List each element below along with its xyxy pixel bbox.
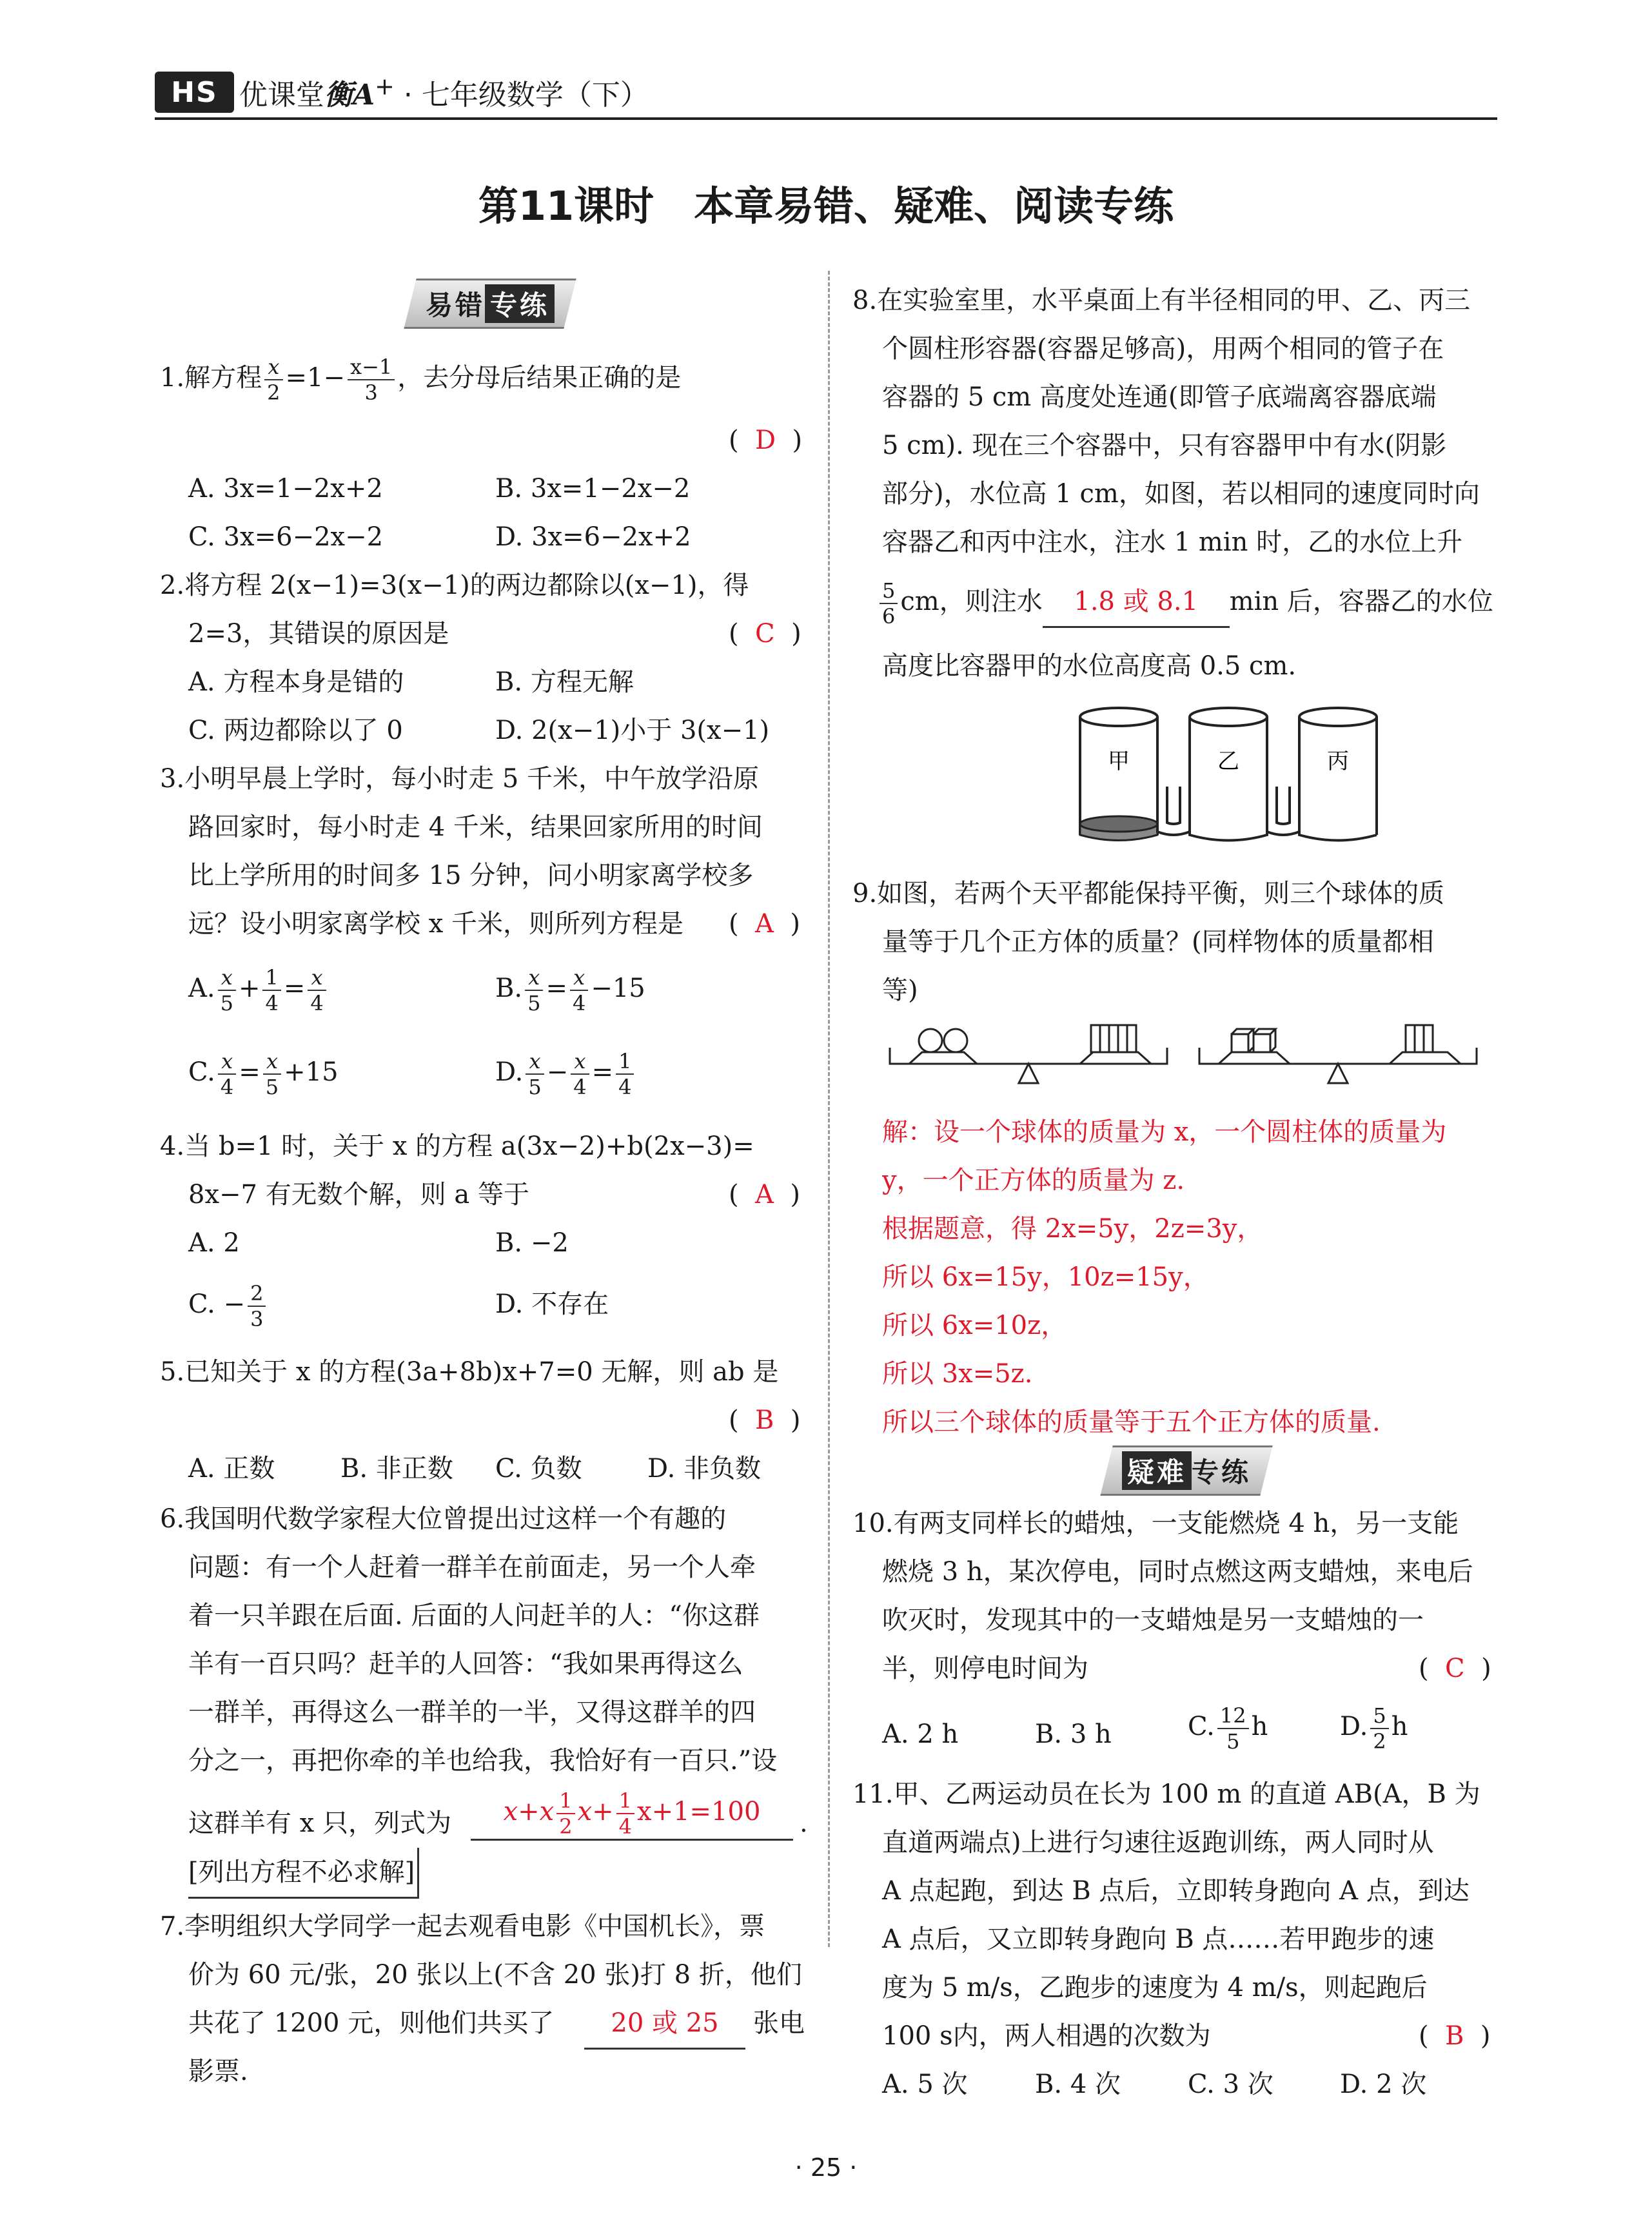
- q2-option-a: A. 方程本身是错的: [188, 667, 404, 697]
- q3-d-f2d: 4: [573, 1075, 587, 1099]
- q5-answer-paren: ( B ): [729, 1405, 801, 1435]
- brand-script: 衡: [324, 79, 353, 112]
- pipe-2: [1267, 787, 1299, 835]
- brand-grade: A: [353, 79, 375, 112]
- q3-b-f2n: x: [570, 965, 588, 991]
- q3-a-f2n: 1: [262, 965, 280, 991]
- q3-a-eq: =: [283, 974, 306, 1003]
- q9-solution-4: 所以 6x=15y，10z=15y，: [882, 1262, 1209, 1292]
- q8-frac-den: 6: [882, 604, 896, 629]
- q3-answer-paren: ( A ): [729, 909, 800, 939]
- q5-answer: B: [755, 1405, 774, 1435]
- q8-line5: 部分)，水位高 1 cm，如图，若以相同的速度同时向: [882, 479, 1480, 509]
- label-jia: 甲: [1108, 749, 1130, 774]
- q4-c-label: C. −: [188, 1289, 246, 1319]
- q3-c-f1n: x: [218, 1049, 236, 1075]
- q9-line3: 等): [882, 975, 918, 1005]
- q11-line6: 100 s内，两人相遇的次数为: [882, 2021, 1211, 2051]
- q6-line5: 一群羊，再得这么一群羊的一半，又得这群羊的四: [188, 1698, 756, 1727]
- cube-icon: [1254, 1029, 1275, 1052]
- q6-answer-blank: [471, 1787, 793, 1841]
- q11-line3: A 点起跑，到达 B 点后，立即转身跑向 A 点，到达: [882, 1876, 1470, 1906]
- q5-line1: 5.已知关于 x 的方程(3a+8b)x+7=0 无解，则 ab 是: [160, 1357, 779, 1387]
- q3-c-eq: =: [239, 1057, 261, 1087]
- q8-answer: 1.8 或 8.1: [1074, 587, 1199, 616]
- q10-option-b: B. 3 h: [1035, 1719, 1112, 1749]
- q1-frac2-den: 3: [364, 380, 378, 405]
- q3-option-c: [188, 1048, 339, 1099]
- q1-pre: 1.解方程: [160, 363, 262, 393]
- sphere-icon: [944, 1029, 967, 1052]
- label-bing: 丙: [1327, 749, 1349, 774]
- q3-line1: 3.小明早晨上学时，每小时走 5 千米，中午放学沿原: [160, 764, 760, 794]
- section-banner-yicuo: [361, 284, 619, 324]
- q10-answer-paren: ( C ): [1419, 1654, 1491, 1683]
- page-number: · 25 ·: [794, 2153, 858, 2182]
- q11-line4: A 点后，又立即转身跑向 B 点……若甲跑步的速: [882, 1924, 1435, 1954]
- q3-option-d: [495, 1048, 636, 1099]
- q4-answer-paren: ( A ): [729, 1180, 800, 1209]
- q6-ans-f2d: 4: [618, 1814, 633, 1839]
- sphere-icon: [919, 1029, 942, 1052]
- q7-answer-blank: [584, 1999, 745, 2050]
- q3-d-op: −: [546, 1057, 569, 1087]
- q3-a-f2d: 4: [265, 991, 279, 1015]
- q6-period: .: [800, 1808, 808, 1838]
- q10-d-fd: 2: [1373, 1729, 1386, 1754]
- q1-option-a: A. 3x=1−2x+2: [188, 474, 383, 504]
- pipe-1: [1157, 787, 1190, 835]
- q11-option-a: A. 5 次: [882, 2070, 968, 2099]
- q5-option-c: C. 负数: [495, 1454, 582, 1484]
- q7-line2: 价为 60 元/张，20 张以上(不含 20 张)打 8 折，他们: [188, 1960, 802, 1990]
- q6-line2: 问题：有一个人赶着一群羊在前面走，另一个人牵: [188, 1552, 756, 1582]
- q1-frac1-den: 2: [267, 380, 280, 405]
- q4-option-b: B. −2: [495, 1228, 569, 1258]
- q9-solution-6: 所以 3x=5z.: [882, 1359, 1033, 1389]
- q8-line2: 个圆柱形容器(容器足够高)，用两个相同的管子在: [882, 334, 1444, 364]
- q8-answer-blank: [1043, 577, 1230, 628]
- q10-option-a: A. 2 h: [882, 1719, 959, 1749]
- q6-ans-b: x+: [577, 1797, 614, 1826]
- q3-b-eq: =: [546, 974, 567, 1003]
- q3-a-label: A.: [188, 974, 215, 1003]
- q2-line2: 2=3，其错误的原因是: [188, 619, 449, 649]
- q4-line1: 4.当 b=1 时，关于 x 的方程 a(3x−2)+b(2x−3)=: [160, 1131, 754, 1161]
- q3-a-f3n: x: [308, 965, 326, 991]
- q5-option-d: D. 非负数: [647, 1454, 762, 1484]
- q6-ans-f1n: 1: [556, 1788, 575, 1814]
- q3-a-op: +: [238, 974, 261, 1003]
- q10-c-fd: 5: [1226, 1729, 1240, 1754]
- q10-c-label: C.: [1188, 1712, 1215, 1741]
- q4-option-a: A. 2: [188, 1228, 240, 1258]
- q3-b-f2d: 4: [572, 991, 586, 1015]
- q1-mid: =1−: [285, 363, 346, 393]
- q1-answer: D: [755, 426, 776, 455]
- q9-solution-3: 根据题意，得 2x=5y，2z=3y，: [882, 1214, 1263, 1244]
- q6-ans-f1d: 2: [559, 1814, 573, 1839]
- q3-a-f1n: x: [218, 965, 236, 991]
- q3-b-f1n: x: [525, 965, 543, 991]
- cube-icon: [1232, 1029, 1254, 1052]
- q8-line4: 5 cm). 现在三个容器中，只有容器甲中有水(阴影: [882, 431, 1447, 460]
- q2-answer: C: [755, 619, 775, 649]
- page-header: [155, 70, 649, 115]
- q10-c-fn: 12: [1217, 1703, 1249, 1729]
- q10-d-label: D.: [1340, 1712, 1368, 1741]
- q3-d-f2n: x: [571, 1049, 589, 1075]
- q9-solution-7: 所以三个球体的质量等于五个正方体的质量.: [882, 1407, 1381, 1437]
- q8-line6: 容器乙和丙中注水，注水 1 min 时，乙的水位上升: [882, 527, 1463, 557]
- q8-line3: 容器的 5 cm 高度处连通(即管子底端离容器底端: [882, 382, 1437, 412]
- brand-text: [239, 72, 649, 113]
- q4-answer: A: [755, 1180, 774, 1209]
- q8-containers-figure: [1070, 696, 1509, 857]
- q8-line7b: min 后，容器乙的水位: [1229, 587, 1493, 616]
- q6-ans-c: x+1=100: [637, 1797, 761, 1826]
- q10-line2: 燃烧 3 h，某次停电，同时点燃这两支蜡烛，来电后: [882, 1557, 1473, 1587]
- q11-answer: B: [1445, 2021, 1464, 2051]
- q8-line7: [877, 577, 1493, 629]
- q3-d-label: D.: [495, 1057, 524, 1087]
- q6-line1: 6.我国明代数学家程大位曾提出过这样一个有趣的: [160, 1504, 727, 1534]
- q6-line4: 羊有一百只吗？赶羊的人回答：“我如果再得这么: [188, 1649, 743, 1679]
- q3-line2: 路回家时，每小时走 4 千米，结果回家所用的时间: [188, 812, 763, 842]
- q1-frac2-num: x−1: [348, 355, 395, 380]
- cylinders-group: [1406, 1025, 1433, 1052]
- q1-option-c: C. 3x=6−2x−2: [188, 522, 384, 552]
- q9-balances-figure: [883, 1012, 1490, 1109]
- q1-answer-paren: ( D ): [729, 426, 803, 455]
- question-1: [160, 353, 811, 405]
- hs-logo: HS: [155, 72, 234, 113]
- section-banner-yinan: [1057, 1451, 1315, 1491]
- q9-solution-5: 所以 6x=10z，: [882, 1311, 1067, 1340]
- q7-line4: 影票.: [188, 2057, 248, 2086]
- cylinders-group: [1091, 1025, 1136, 1052]
- banner-yicuo-a: 易错: [425, 289, 485, 321]
- q3-b-tail: −15: [591, 974, 645, 1003]
- q1-post: ，去分母后结果正确的是: [397, 363, 682, 393]
- q2-option-c: C. 两边都除以了 0: [188, 716, 403, 745]
- q3-d-f1d: 5: [528, 1075, 542, 1099]
- q6-ans-a: x+x: [503, 1797, 555, 1826]
- q7-line3: 共花了 1200 元，则他们共买了: [188, 2008, 555, 2038]
- q4-c-fn: 2: [248, 1281, 266, 1307]
- q3-d-eq: =: [591, 1057, 614, 1087]
- q1-option-b: B. 3x=1−2x−2: [495, 474, 691, 504]
- q3-option-b: [495, 964, 645, 1015]
- q11-line2: 直道两端点)上进行匀速往返跑训练，两人同时从: [882, 1828, 1434, 1857]
- q8-frac-num: 5: [880, 578, 898, 604]
- q6-line3: 着一只羊跟在后面. 后面的人问赶羊的人：“你这群: [188, 1601, 760, 1631]
- q2-line1: 2.将方程 2(x−1)=3(x−1)的两边都除以(x−1)，得: [160, 571, 749, 600]
- q3-option-a: [188, 964, 329, 1015]
- q10-option-d: [1340, 1702, 1408, 1754]
- q8-line8: 高度比容器甲的水位高度高 0.5 cm.: [882, 651, 1297, 681]
- q8-line1: 8.在实验室里，水平桌面上有半径相同的甲、乙、丙三: [852, 286, 1471, 315]
- q10-answer: C: [1445, 1654, 1465, 1683]
- q11-option-b: B. 4 次: [1035, 2070, 1121, 2099]
- q3-a-f1d: 5: [220, 991, 233, 1015]
- page-title: 第11课时 本章易错、疑难、阅读专练: [478, 182, 1174, 230]
- q1-option-d: D. 3x=6−2x+2: [495, 522, 691, 552]
- q10-option-c: [1188, 1702, 1268, 1754]
- column-divider: [828, 271, 830, 1947]
- q3-d-f3d: 4: [618, 1075, 632, 1099]
- q11-line1: 11.甲、乙两运动员在长为 100 m 的直道 AB(A，B 为: [852, 1779, 1480, 1809]
- q9-solution-2: y，一个正方体的质量为 z.: [882, 1166, 1185, 1195]
- q4-c-fd: 3: [250, 1307, 264, 1331]
- q11-line5: 度为 5 m/s，乙跑步的速度为 4 m/s，则起跑后: [882, 1973, 1428, 2003]
- q9-line2: 量等于几个正方体的质量？(同样物体的质量都相: [882, 927, 1434, 957]
- q2-option-d: D. 2(x−1)小于 3(x−1): [495, 716, 770, 745]
- q4-option-c: [188, 1280, 268, 1331]
- q7-line1: 7.李明组织大学同学一起去观看电影《中国机长》，票: [160, 1912, 765, 1941]
- q3-c-label: C.: [188, 1057, 215, 1087]
- q2-option-b: B. 方程无解: [495, 667, 634, 697]
- brand-name: 优课堂: [239, 79, 324, 112]
- q7-tail: 张电: [753, 2008, 805, 2038]
- q4-option-d: D. 不存在: [495, 1289, 609, 1319]
- q3-c-f2n: x: [263, 1049, 281, 1075]
- q10-d-fn: 5: [1370, 1703, 1388, 1729]
- q10-c-unit: h: [1251, 1712, 1268, 1741]
- q11-option-c: C. 3 次: [1188, 2070, 1273, 2099]
- q7-answer: 20 或 25: [611, 2008, 719, 2038]
- q3-b-label: B.: [495, 974, 523, 1003]
- q8-line7a: cm，则注水: [900, 587, 1043, 616]
- brand-subtitle: · 七年级数学（下）: [394, 79, 649, 112]
- brand-plus: +: [375, 72, 395, 101]
- q9-solution-1: 解：设一个球体的质量为 x，一个圆柱体的质量为: [882, 1117, 1447, 1147]
- q11-answer-paren: ( B ): [1419, 2021, 1491, 2051]
- q10-line1: 10.有两支同样长的蜡烛，一支能燃烧 4 h，另一支能: [852, 1509, 1459, 1538]
- q3-d-f3n: 1: [616, 1049, 634, 1075]
- q4-line2: 8x−7 有无数个解，则 a 等于: [188, 1180, 529, 1209]
- balance-2: [1199, 1025, 1477, 1083]
- banner-yicuo-b: 专练: [485, 284, 555, 323]
- q3-line4: 远？设小明家离学校 x 千米，则所列方程是: [188, 909, 683, 939]
- banner-yinan-a: 疑难: [1122, 1451, 1192, 1490]
- q5-option-a: A. 正数: [188, 1454, 275, 1484]
- q6-ans-f2n: 1: [616, 1788, 634, 1814]
- balance-1: [890, 1025, 1167, 1083]
- q3-d-f1n: x: [526, 1049, 544, 1075]
- q3-a-f3d: 4: [310, 991, 324, 1015]
- q3-c-tail: +15: [284, 1057, 339, 1087]
- banner-yinan-b: 专练: [1192, 1456, 1252, 1488]
- q3-b-f1d: 5: [527, 991, 541, 1015]
- q9-line1: 9.如图，若两个天平都能保持平衡，则三个球体的质: [852, 879, 1445, 908]
- q10-d-unit: h: [1391, 1712, 1408, 1741]
- q5-option-b: B. 非正数: [340, 1454, 453, 1484]
- header-rule: [155, 117, 1497, 120]
- q3-answer: A: [755, 909, 774, 939]
- q3-c-f2d: 5: [265, 1075, 279, 1099]
- q11-option-d: D. 2 次: [1340, 2070, 1427, 2099]
- q1-frac1-num: x: [264, 355, 282, 380]
- q10-line4: 半，则停电时间为: [882, 1654, 1088, 1683]
- q3-c-f1d: 4: [220, 1075, 234, 1099]
- q6-line7: 这群羊有 x 只，列式为: [188, 1808, 451, 1838]
- q6-line6: 分之一，再把你牵的羊也给我，我恰好有一百只.”设: [188, 1746, 778, 1776]
- q3-line3: 比上学所用的时间多 15 分钟，问小明家离学校多: [188, 861, 754, 890]
- q2-answer-paren: ( C ): [729, 619, 801, 649]
- q10-line3: 吹灭时，发现其中的一支蜡烛是另一支蜡烛的一: [882, 1605, 1424, 1635]
- label-yi: 乙: [1217, 749, 1239, 774]
- q6-note: [列出方程不必求解]: [188, 1848, 419, 1899]
